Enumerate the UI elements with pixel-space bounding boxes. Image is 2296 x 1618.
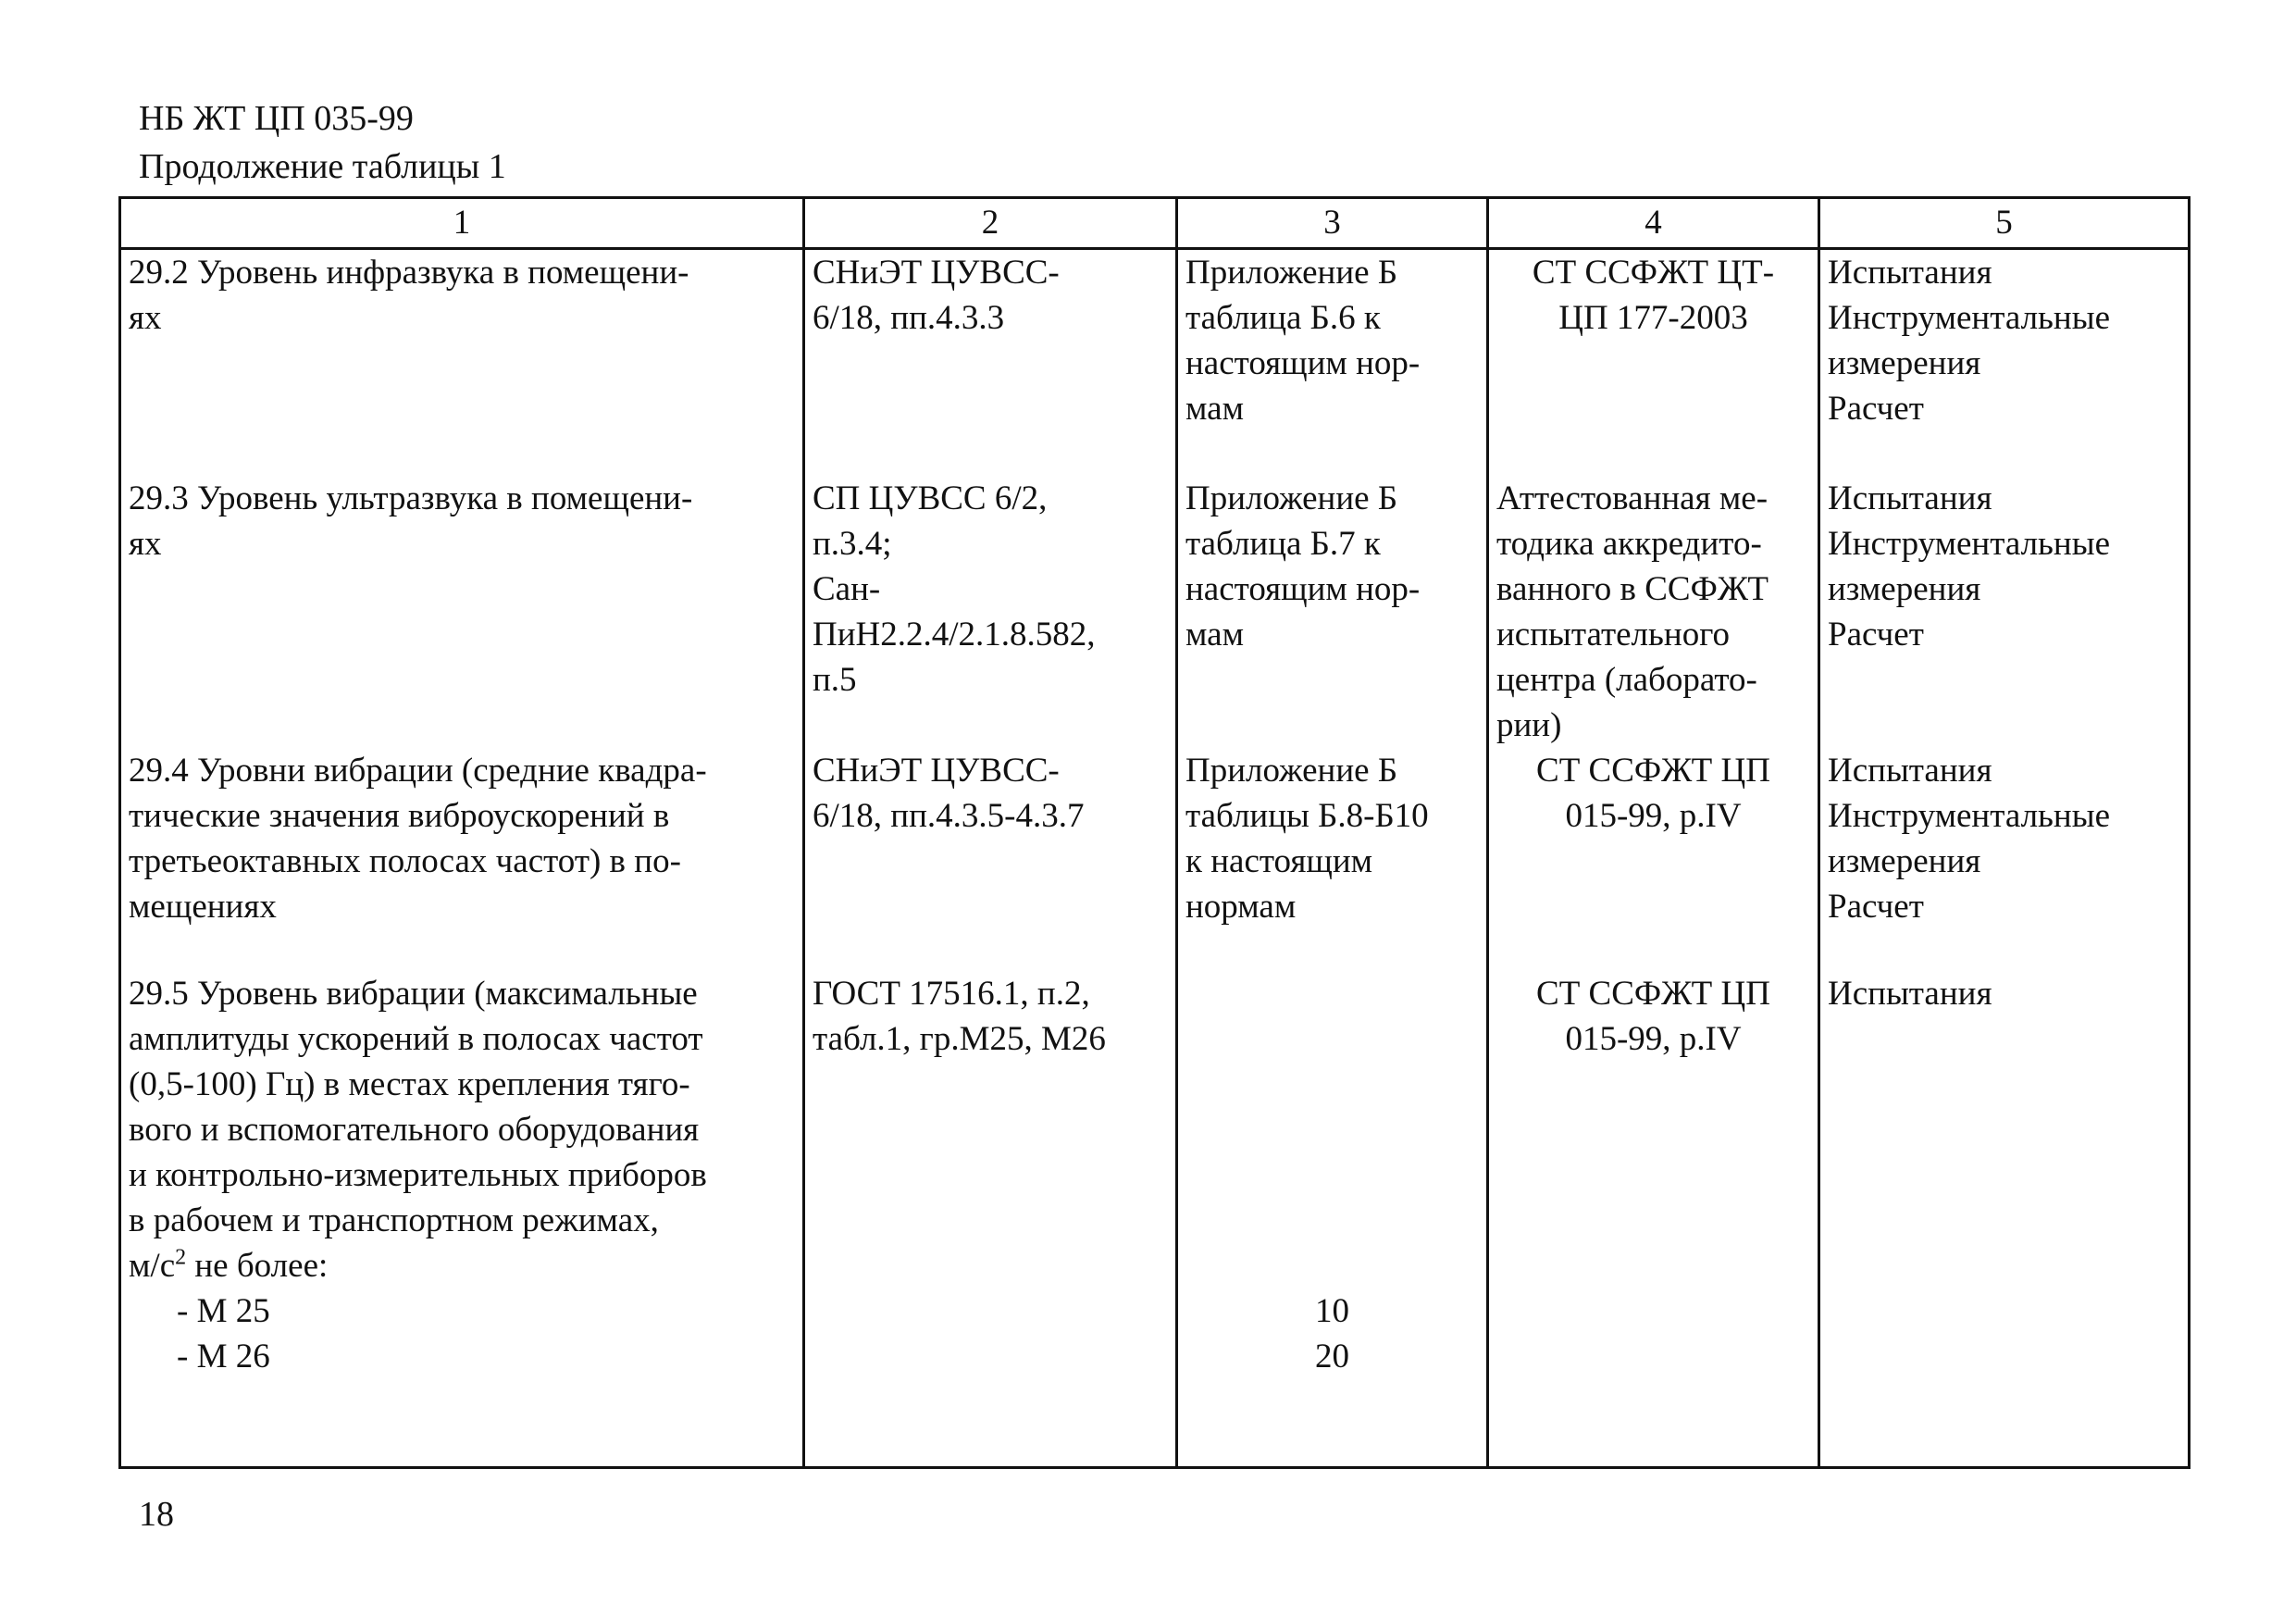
regulation-cell: СП ЦУВСС 6/2, п.3.4; Сан- ПиН2.2.4/2.1.8.582, п.5 — [804, 476, 1177, 748]
unit-prefix: м/с — [129, 1246, 176, 1285]
table-row — [120, 748, 2190, 970]
page-number: 18 — [139, 1495, 174, 1534]
method-cell: СТ ССФЖТ ЦТ- ЦП 177-2003 — [1488, 249, 1819, 477]
column-header-3: 3 — [1177, 198, 1488, 249]
value-m26: 20 — [1315, 1337, 1349, 1375]
sub-item-m25: - М 25 — [177, 1291, 270, 1330]
control-cell: Испытания Инструментальные измерения Расчет — [1819, 748, 2190, 970]
norm-cell: Приложение Б таблицы Б.8-Б10 к настоящим нормам — [1177, 748, 1488, 970]
column-header-5: 5 — [1819, 198, 2190, 249]
value-m25: 10 — [1315, 1291, 1349, 1330]
column-header-2: 2 — [804, 198, 1177, 249]
method-cell: СТ ССФЖТ ЦП 015-99, р.IV — [1488, 748, 1819, 970]
column-header-4: 4 — [1488, 198, 1819, 249]
document-code: НБ ЖТ ЦП 035-99 — [139, 99, 414, 138]
control-cell: Испытания Инструментальные измерения Расчет — [1819, 476, 2190, 748]
norm-cell: Приложение Б таблица Б.7 к настоящим нор- мам — [1177, 476, 1488, 748]
unit-power: 2 — [175, 1245, 187, 1270]
unit-line — [129, 1247, 328, 1285]
regulation-cell: СНиЭТ ЦУВСС- 6/18, пп.4.3.5-4.3.7 — [804, 748, 1177, 970]
parameter-text: 29.5 Уровень вибрации (максимальные амплитуды ускорений в полосах частот (0,5-100) Гц) в местах крепления тяго- вого и вспомогательного оборудования и контрольно-измерительных приборов в рабочем и транспортном режимах, — [129, 974, 707, 1239]
regulation-cell: ГОСТ 17516.1, п.2, табл.1, гр.М25, М26 — [804, 971, 1177, 1468]
parameter-cell: 29.3 Уровень ультразвука в помещени- ях — [120, 476, 804, 748]
method-cell: Аттестованная ме- тодика аккредито- ванного в ССФЖТ испытательного центра (лаборато- рии) — [1488, 476, 1819, 748]
norm-cell — [1177, 971, 1488, 1468]
regulation-cell: СНиЭТ ЦУВСС- 6/18, пп.4.3.3 — [804, 249, 1177, 477]
method-cell: СТ ССФЖТ ЦП 015-99, р.IV — [1488, 971, 1819, 1468]
requirements-table — [118, 196, 2191, 1469]
parameter-cell: 29.2 Уровень инфразвука в помещени- ях — [120, 249, 804, 477]
table-header-row — [120, 198, 2190, 249]
control-cell: Испытания Инструментальные измерения Расчет — [1819, 249, 2190, 477]
unit-suffix: не более: — [186, 1246, 329, 1285]
sub-item-m26: - М 26 — [177, 1337, 270, 1375]
table-row — [120, 971, 2190, 1468]
table-row — [120, 476, 2190, 748]
parameter-cell — [120, 971, 804, 1468]
column-header-1: 1 — [120, 198, 804, 249]
norm-cell: Приложение Б таблица Б.6 к настоящим нор- мам — [1177, 249, 1488, 477]
control-cell: Испытания — [1819, 971, 2190, 1468]
table-row — [120, 249, 2190, 477]
parameter-cell: 29.4 Уровни вибрации (средние квадра- тические значения виброускорений в третьеоктавных полосах частот) в по- мещениях — [120, 748, 804, 970]
table-continuation-caption: Продолжение таблицы 1 — [139, 147, 506, 186]
